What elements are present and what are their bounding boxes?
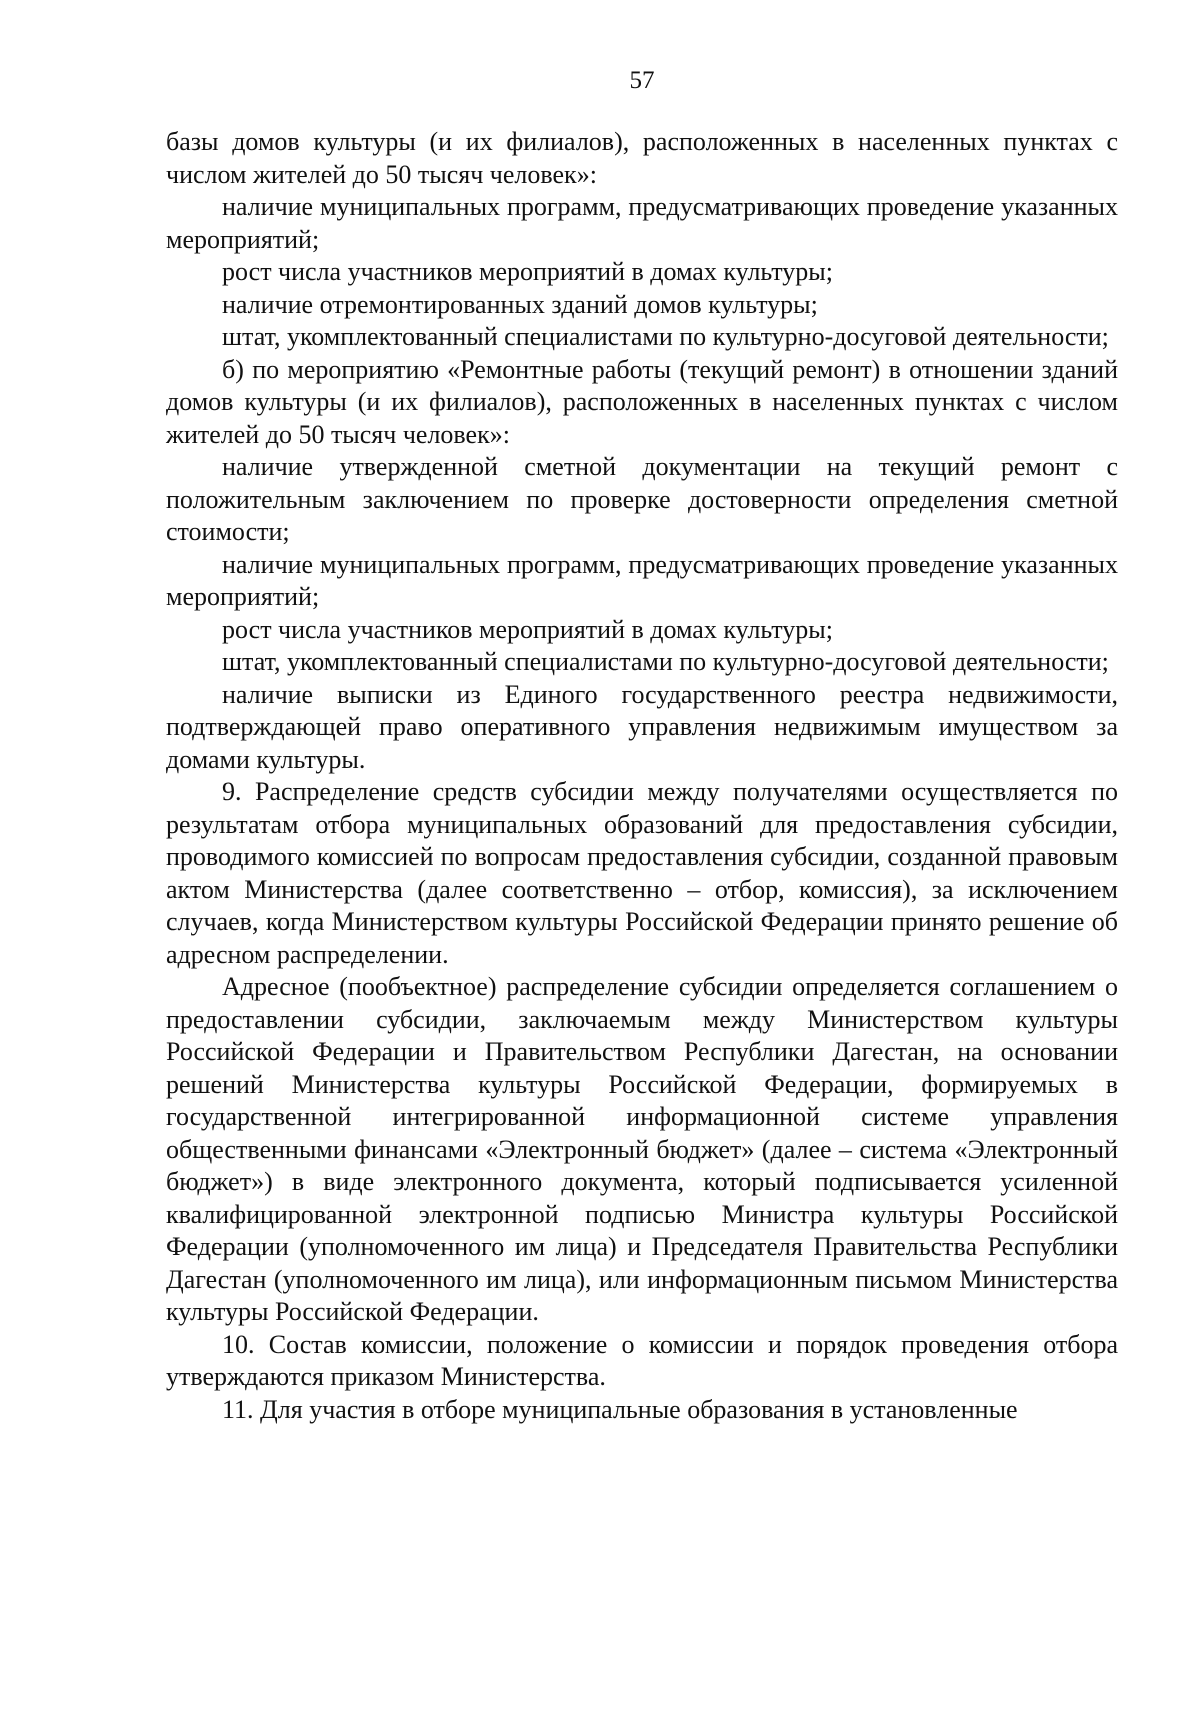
paragraph-clause-11: 11. Для участия в отборе муниципальные образования в установленные bbox=[222, 1394, 1018, 1424]
paragraph-participants-growth: рост числа участников мероприятий в домах культуры; bbox=[222, 257, 833, 286]
paragraph-item-b: б) по мероприятию «Ремонтные работы (текущий ремонт) в отношении зданий домов культуры (и их филиалов), расположенных в населенных пунктах с числом жителей до 50 тысяч человек»: bbox=[166, 354, 1118, 449]
paragraph-staff-2: штат, укомплектованный специалистами по культурно-досуговой деятельности; bbox=[222, 647, 1109, 676]
paragraph-participants-growth-2: рост числа участников мероприятий в домах культуры; bbox=[222, 614, 833, 644]
paragraph-registry-extract: наличие выписки из Единого государственного реестра недвижимости, подтверждающей право оперативного управления недвижимым имуществом за домами культуры. bbox=[166, 679, 1118, 774]
paragraph-clause-9: 9. Распределение средств субсидии между получателями осуществляется по результатам отбора муниципальных образований для предоставления субсидии, проводимого комиссией по вопросам предоставления субсидии, созданной правовым актом Министерства (далее соответственно – отбор, комиссия), за исключением случаев, когда Министерством культуры Российской Федерации принято решение об адресном распределении. bbox=[166, 777, 1118, 969]
paragraph-municipal-programs: наличие муниципальных программ, предусматривающих проведение указанных мероприятий; bbox=[166, 192, 1118, 254]
paragraph-continuation: базы домов культуры (и их филиалов), расположенных в населенных пунктах с числом жителей до 50 тысяч человек»: bbox=[166, 127, 1118, 189]
paragraph-address-distribution: Адресное (пообъектное) распределение субсидии определяется соглашением о предоставлении субсидии, заключаемым между Министерством культуры Российской Федерации и Правительством Республики Дагестан, на основании решений Министерства культуры Российской Федерации, формируемых в государственной интегрированной информационной системе управления общественными финансами «Электронный бюджет» (далее – система «Электронный бюджет») в виде электронного документа, который подписывается усиленной квалифицированной электронной подписью Министра культуры Российской Федерации (уполномоченного им лица) и Председателя Правительства Республики Дагестан (уполномоченного им лица), или информационным письмом Министерства культуры Российской Федерации. bbox=[166, 972, 1118, 1326]
paragraph-estimate-documentation: наличие утвержденной сметной документации на текущий ремонт с положительным заключением по проверке достоверности определения сметной стоимости; bbox=[166, 452, 1118, 546]
paragraph-clause-10: 10. Состав комиссии, положение о комиссии и порядок проведения отбора утверждаются приказом Министерства. bbox=[166, 1329, 1118, 1391]
paragraph-staff: штат, укомплектованный специалистами по культурно-досуговой деятельности; bbox=[222, 322, 1109, 351]
document-body bbox=[166, 126, 1118, 1426]
paragraph-municipal-programs-2: наличие муниципальных программ, предусматривающих проведение указанных мероприятий; bbox=[166, 549, 1118, 611]
paragraph-renovated-buildings: наличие отремонтированных зданий домов культуры; bbox=[222, 289, 818, 319]
page-number: 57 bbox=[629, 67, 655, 94]
